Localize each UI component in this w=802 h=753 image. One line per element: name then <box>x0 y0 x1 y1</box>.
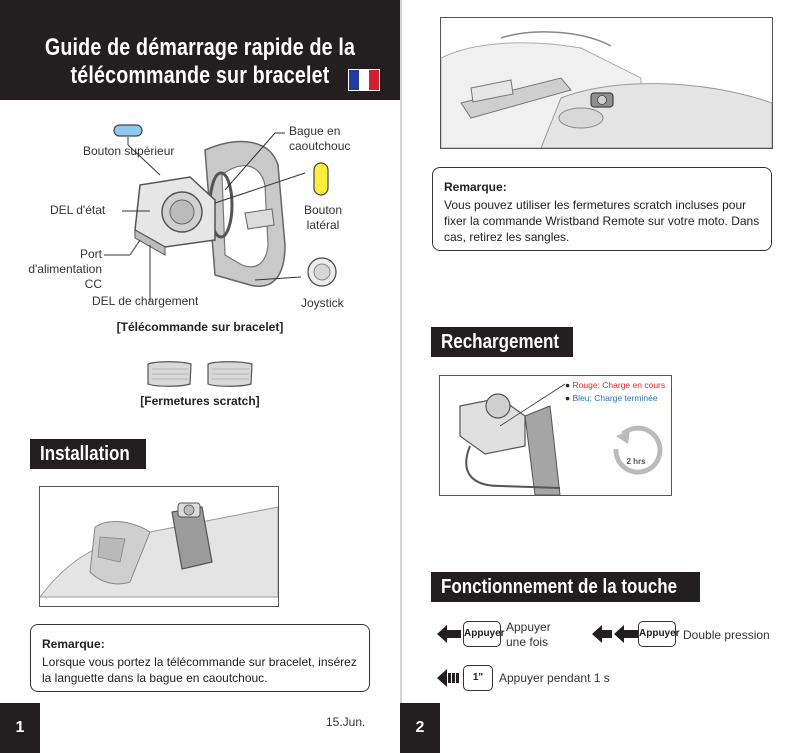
double-arrow-icon <box>592 625 638 643</box>
velcro-caption: [Fermetures scratch] <box>140 394 260 408</box>
side-button-callout <box>314 163 328 195</box>
page-divider <box>400 0 402 753</box>
installation-note-title: Remarque: <box>42 637 105 651</box>
hold-arrow-icon <box>437 669 461 687</box>
page-number-1: 1 <box>0 703 40 753</box>
installation-illustration <box>39 486 279 607</box>
hold-1s-label: Appuyer pendant 1 s <box>499 671 610 685</box>
red-led-label: ● Rouge: Charge en cours <box>565 380 666 390</box>
double-press-key-icon: Appuyer <box>638 621 676 647</box>
date-label: 15.Jun. <box>326 715 366 729</box>
title-line-1: Guide de démarrage rapide de la <box>44 34 356 61</box>
mount-note-title: Remarque: <box>444 180 507 194</box>
press-once-label: Appuyer une fois <box>506 620 551 649</box>
french-flag-icon <box>348 69 380 91</box>
charge-time-label: 2 hrs <box>626 457 646 466</box>
label-side-button: Bouton latéral <box>303 203 343 232</box>
motorcycle-mount-illustration <box>440 17 773 149</box>
velcro-straps-illustration <box>146 360 256 388</box>
recharge-heading: Rechargement <box>431 327 573 357</box>
hold-key-icon: 1" <box>463 665 493 691</box>
installation-note-body: Lorsque vous portez la télécommande sur bracelet, insérez la languette dans la bague en caoutchouc. <box>42 655 357 685</box>
mount-note-body: Vous pouvez utiliser les fermetures scratch incluses pour fixer la commande Wristband Remote sur votre moto. Dans cas, retirez les sangles. <box>444 198 760 244</box>
installation-heading: Installation <box>30 439 146 469</box>
press-key-icon: Appuyer <box>463 621 501 647</box>
blue-led-label: ● Bleu: Charge terminée <box>565 393 658 403</box>
label-dc-port: Port d'alimentation CC <box>28 247 102 291</box>
mount-note <box>432 167 772 251</box>
page-title <box>44 34 356 90</box>
single-arrow-icon <box>437 625 461 643</box>
button-ops-heading: Fonctionnement de la touche <box>431 572 700 602</box>
label-status-led: DEL d'état <box>50 203 106 217</box>
label-joystick: Joystick <box>301 296 344 310</box>
bullet-icon: ● <box>565 380 571 390</box>
installation-note <box>30 624 370 692</box>
double-press-label: Double pression <box>683 628 770 642</box>
top-button-callout <box>114 125 142 136</box>
diagram-caption: [Télécommande sur bracelet] <box>116 320 284 334</box>
bullet-icon: ● <box>565 393 571 403</box>
label-rubber-ring: Bague en caoutchouc <box>289 124 351 153</box>
label-charging-led: DEL de chargement <box>92 294 199 308</box>
page-number-2: 2 <box>400 703 440 753</box>
label-top-button: Bouton supérieur <box>83 144 175 158</box>
title-line-2: télécommande sur bracelet <box>70 62 330 89</box>
